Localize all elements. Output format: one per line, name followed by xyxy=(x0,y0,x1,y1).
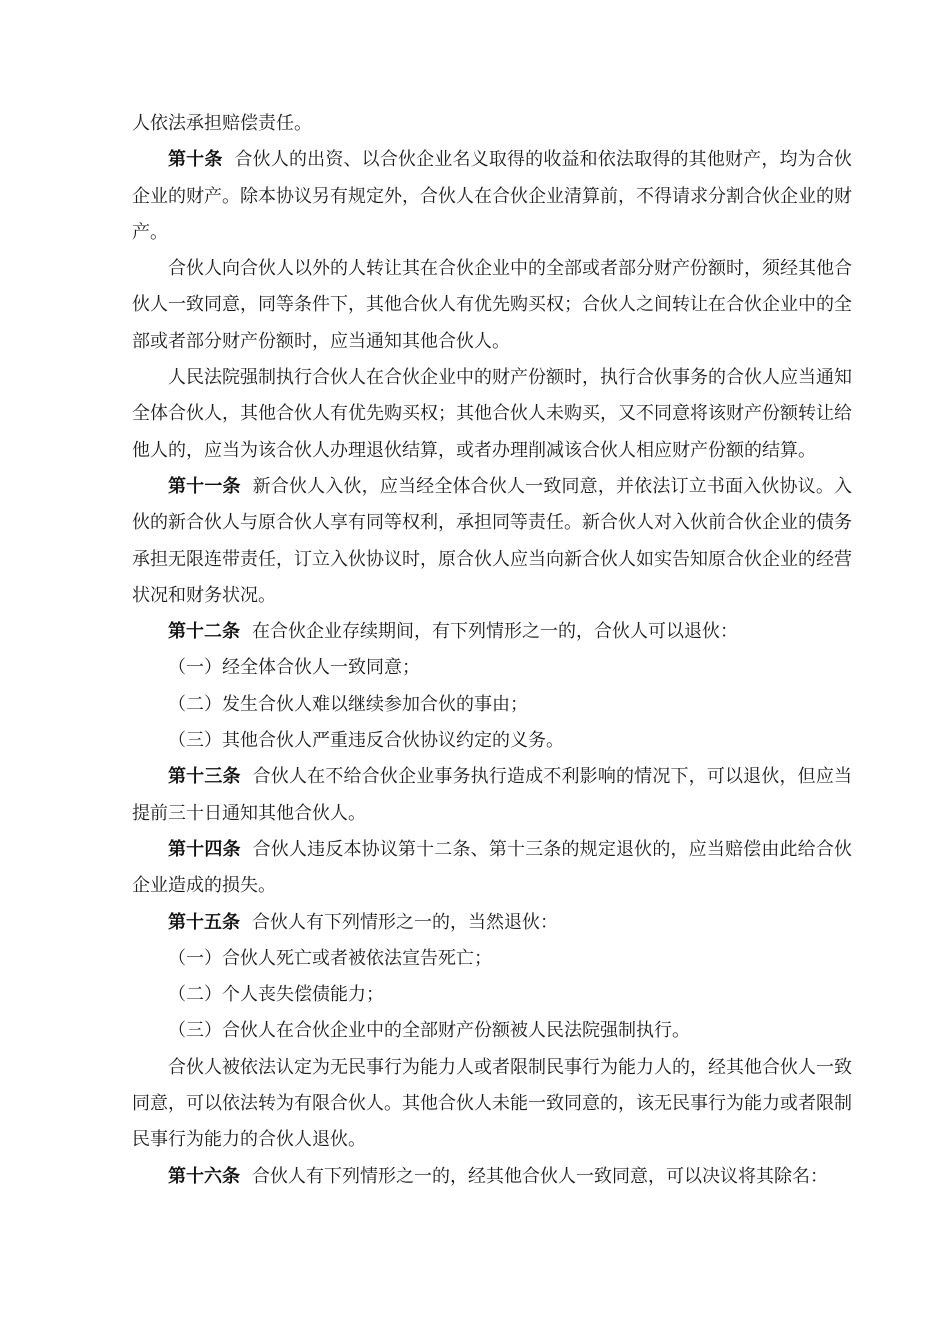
paragraph-text: （一）经全体合伙人一致同意； xyxy=(168,657,420,679)
paragraph-text: 合伙人被依法认定为无民事行为能力人或者限制民事行为能力人的，经其他合伙人一致同意，可以依法转为有限合伙人。其他合伙人未能一致同意的，该无民事行为能力或者限制民事行为能力的合伙人退伙。 xyxy=(132,1056,852,1151)
paragraph-2 xyxy=(132,251,852,360)
paragraph-text: （二）个人丧失偿债能力； xyxy=(168,984,384,1006)
document-body xyxy=(132,106,852,1195)
article-10 xyxy=(132,142,852,251)
paragraph-text: 新合伙人入伙，应当经全体合伙人一致同意，并依法订立书面入伙协议。入伙的新合伙人与原合伙人享有同等权利，承担同等责任。新合伙人对入伙前合伙企业的债务承担无限连带责任，订立入伙协议时，原合伙人应当向新合伙人如实告知原合伙企业的经营状况和财务状况。 xyxy=(132,475,853,606)
paragraph-text: 在合伙企业存续期间，有下列情形之一的，合伙人可以退伙： xyxy=(252,621,738,643)
article-14 xyxy=(132,832,852,905)
paragraph-text: 合伙人有下列情形之一的，经其他合伙人一致同意，可以决议将其除名： xyxy=(252,1165,828,1187)
article-11 xyxy=(132,469,852,614)
article-12 xyxy=(132,614,852,650)
article-heading: 第十三条 xyxy=(168,766,241,788)
paragraph-text: 合伙人违反本协议第十二条、第十三条的规定退伙的，应当赔偿由此给合伙企业造成的损失。 xyxy=(132,838,853,897)
article-heading: 第十二条 xyxy=(168,621,240,643)
paragraph-text: 合伙人在不给合伙企业事务执行造成不利影响的情况下，可以退伙，但应当提前三十日通知其他合伙人。 xyxy=(132,766,853,824)
article-16 xyxy=(132,1159,852,1195)
paragraph-text: 合伙人向合伙人以外的人转让其在合伙企业中的全部或者部分财产份额时，须经其他合伙人一致同意，同等条件下，其他合伙人有优先购买权；合伙人之间转让在合伙企业中的全部或者部分财产份额时，应当通知其他合伙人。 xyxy=(132,258,852,352)
list-item xyxy=(132,977,852,1013)
article-15 xyxy=(132,905,852,941)
article-heading: 第十条 xyxy=(168,149,223,171)
paragraph-text: 合伙人的出资、以合伙企业名义取得的收益和依法取得的其他财产，均为合伙企业的财产。除本协议另有规定外，合伙人在合伙企业清算前，不得请求分割合伙企业的财产。 xyxy=(132,149,852,243)
article-heading: 第十四条 xyxy=(168,838,241,860)
paragraph-text: （一）合伙人死亡或者被依法宣告死亡； xyxy=(168,947,492,969)
paragraph-0 xyxy=(132,106,852,142)
article-heading: 第十五条 xyxy=(168,911,240,933)
paragraph-text: 合伙人有下列情形之一的，当然退伙： xyxy=(252,911,558,933)
paragraph-text: 人依法承担赔偿责任。 xyxy=(132,113,312,134)
list-item xyxy=(132,941,852,977)
paragraph-text: （三）合伙人在合伙企业中的全部财产份额被人民法院强制执行。 xyxy=(168,1020,690,1042)
paragraph-3 xyxy=(132,360,852,469)
article-13 xyxy=(132,759,852,832)
list-item xyxy=(132,687,852,723)
article-heading: 第十六条 xyxy=(168,1165,240,1187)
list-item xyxy=(132,650,852,686)
paragraph-15 xyxy=(132,1050,852,1159)
paragraph-text: 人民法院强制执行合伙人在合伙企业中的财产份额时，执行合伙事务的合伙人应当通知全体合伙人，其他合伙人有优先购买权；其他合伙人未购买，又不同意将该财产份额转让给他人的，应当为该合伙人办理退伙结算，或者办理削减该合伙人相应财产份额的结算。 xyxy=(132,367,852,461)
paragraph-text: （三）其他合伙人严重违反合伙协议约定的义务。 xyxy=(168,730,564,752)
article-heading: 第十一条 xyxy=(168,475,241,497)
list-item xyxy=(132,723,852,759)
list-item xyxy=(132,1013,852,1049)
paragraph-text: （二）发生合伙人难以继续参加合伙的事由； xyxy=(168,693,528,715)
